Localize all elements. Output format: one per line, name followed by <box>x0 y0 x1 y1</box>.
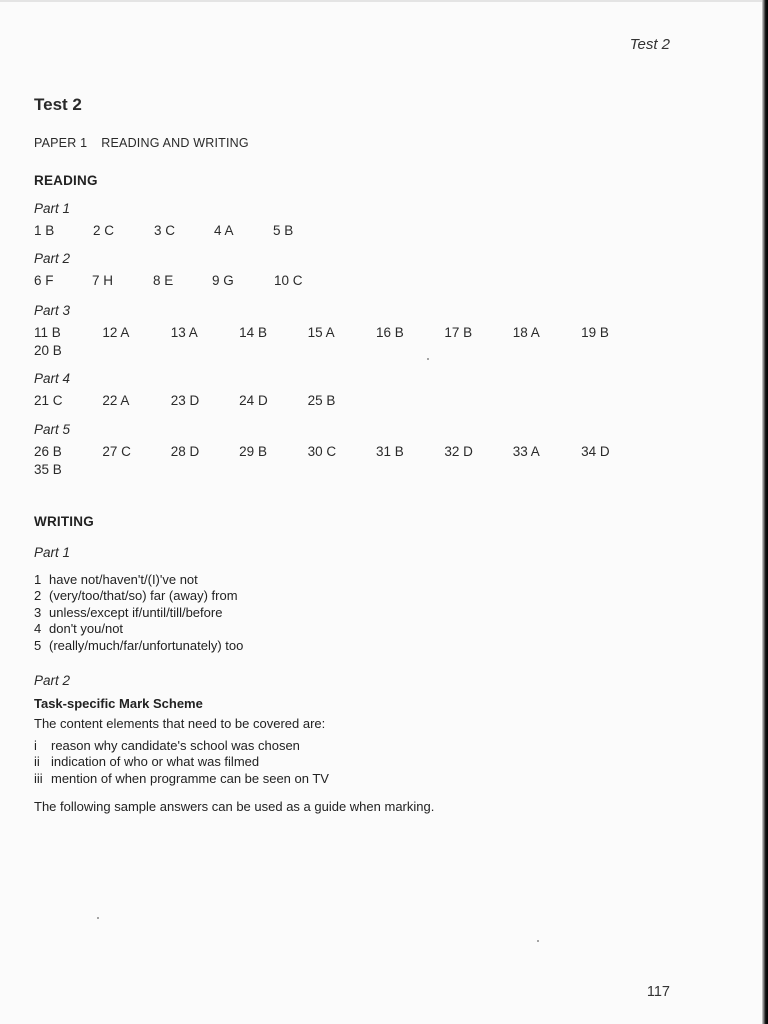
answer-item: 1 B <box>34 223 55 238</box>
list-item <box>34 738 329 754</box>
list-item <box>34 621 243 637</box>
reading-part3-label: Part 3 <box>34 303 71 318</box>
item-text: (very/too/that/so) far (away) from <box>49 588 238 604</box>
list-item <box>34 605 243 621</box>
answer-item: 20 B <box>34 343 62 358</box>
item-text: mention of when programme can be seen on TV <box>51 770 329 786</box>
answer-item: 30 C <box>307 444 337 459</box>
list-item <box>34 771 329 787</box>
answer-item: 6 F <box>34 273 54 288</box>
answer-item: 19 B <box>581 325 609 340</box>
reading-part4-answers <box>34 393 376 408</box>
reading-part3-answers <box>34 325 650 340</box>
reading-part2-label: Part 2 <box>34 251 71 266</box>
mark-scheme-title: Task-specific Mark Scheme <box>34 696 203 711</box>
answer-item: 11 B <box>34 325 61 340</box>
answer-item: 13 A <box>170 325 198 340</box>
answer-item: 27 C <box>102 444 131 459</box>
answer-item: 3 C <box>154 223 176 238</box>
item-text: (really/much/far/unfortunately) too <box>49 637 244 653</box>
sample-answers-guide: The following sample answers can be used as a guide when marking. <box>34 799 435 814</box>
reading-part5-answers-cont <box>34 462 62 477</box>
item-number: 5 <box>34 637 42 653</box>
scan-speck <box>97 917 99 919</box>
answer-item: 33 A <box>512 444 540 459</box>
reading-part5-answers <box>34 444 650 459</box>
reading-part2-answers <box>34 273 303 288</box>
content-elements-list <box>34 738 329 787</box>
reading-part5-label: Part 5 <box>34 422 71 437</box>
answer-item: 22 A <box>102 393 130 408</box>
answer-item: 9 G <box>212 273 234 288</box>
item-text: indication of who or what was filmed <box>51 754 260 770</box>
answer-item: 28 D <box>170 444 200 459</box>
paper-heading <box>34 136 249 150</box>
answer-item: 25 B <box>307 393 336 408</box>
item-text: reason why candidate's school was chosen <box>51 738 300 753</box>
writing-heading: WRITING <box>34 514 94 529</box>
list-item <box>34 588 243 604</box>
answer-item: 34 D <box>581 444 610 459</box>
scan-speck <box>537 940 539 942</box>
reading-part3-answers-cont <box>34 343 62 358</box>
test-title: Test 2 <box>34 95 82 114</box>
answer-item: 26 B <box>34 444 62 459</box>
paper-title: READING AND WRITING <box>101 136 249 150</box>
scan-speck <box>427 358 429 360</box>
answer-item: 4 A <box>214 223 234 238</box>
answer-item: 7 H <box>92 273 114 288</box>
item-text: have not/haven't/(I)'ve not <box>49 572 198 587</box>
answer-item: 2 C <box>93 223 115 238</box>
item-number: iii <box>34 770 43 786</box>
reading-part1-answers <box>34 223 293 238</box>
answer-item: 18 A <box>512 325 540 340</box>
content-elements-intro: The content elements that need to be covered are: <box>34 716 326 731</box>
running-head: Test 2 <box>629 36 670 53</box>
scan-edge-shadow <box>762 0 768 1024</box>
answer-item: 10 C <box>274 273 303 288</box>
item-text: don't you/not <box>49 621 124 637</box>
paper-number: PAPER 1 <box>34 136 88 150</box>
writing-part1-label: Part 1 <box>34 545 71 560</box>
answer-item: 32 D <box>444 444 473 459</box>
reading-heading: READING <box>34 173 98 188</box>
answer-item: 23 D <box>170 393 200 408</box>
answer-item: 12 A <box>102 325 130 340</box>
answer-item: 21 C <box>34 393 63 408</box>
list-item <box>34 638 243 654</box>
answer-item: 14 B <box>239 325 267 340</box>
writing-part1-list <box>34 572 243 654</box>
item-number: 1 <box>34 572 42 587</box>
answer-item: 16 B <box>375 325 404 340</box>
answer-item: 35 B <box>34 462 62 477</box>
reading-part1-label: Part 1 <box>34 201 71 216</box>
item-number: 2 <box>34 588 42 604</box>
list-item <box>34 754 329 770</box>
page-number: 117 <box>646 984 670 1000</box>
page-top-edge <box>0 0 762 2</box>
answer-item: 15 A <box>307 325 335 340</box>
answer-item: 24 D <box>239 393 268 408</box>
answer-item: 5 B <box>273 223 294 238</box>
answer-item: 29 B <box>239 444 267 459</box>
answer-item: 31 B <box>375 444 404 459</box>
list-item <box>34 572 243 588</box>
item-number: i <box>34 738 37 753</box>
item-number: 3 <box>34 604 42 620</box>
item-text: unless/except if/until/till/before <box>49 604 223 620</box>
reading-part4-label: Part 4 <box>34 371 71 386</box>
answer-item: 17 B <box>444 325 473 340</box>
writing-part2-label: Part 2 <box>34 673 71 688</box>
item-number: ii <box>34 754 40 770</box>
answer-item: 8 E <box>153 273 174 288</box>
item-number: 4 <box>34 621 42 637</box>
